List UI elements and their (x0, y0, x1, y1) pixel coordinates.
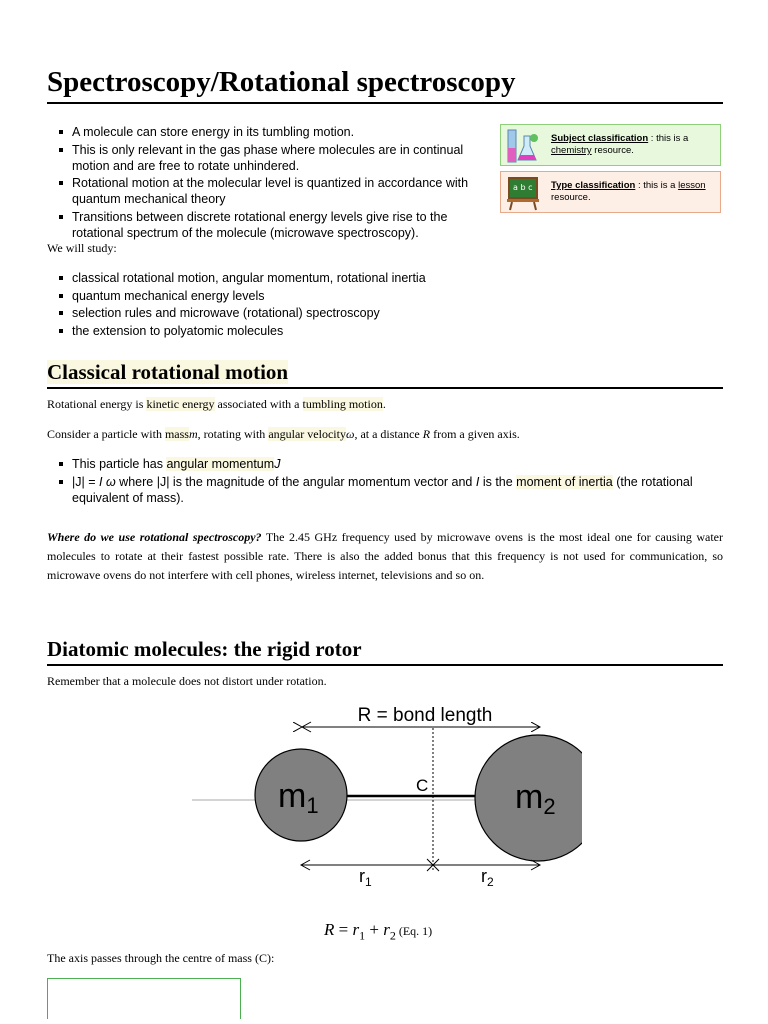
text: from a given axis. (430, 427, 520, 441)
text: Rotational energy is (47, 397, 147, 411)
eq-label: (Eq. 1) (395, 924, 433, 938)
symbol-omega: ω (102, 474, 116, 489)
eq-symbol: r (352, 920, 360, 939)
subject-classification-text (551, 133, 716, 157)
eq-operator: + (365, 920, 384, 939)
kinetic-energy-link[interactable]: kinetic energy (146, 397, 215, 411)
symbol-I: I (475, 474, 480, 489)
eq-symbol: r (383, 920, 390, 939)
section-heading-classical (47, 358, 723, 389)
bond-length-label: R = bond length (357, 705, 493, 726)
angular-momentum-link[interactable]: angular momentum (166, 457, 275, 471)
type-classification-link[interactable]: Type classification (551, 180, 636, 191)
intro-list (47, 124, 487, 242)
angular-velocity-link[interactable]: angular velocity (268, 427, 346, 441)
mass-link[interactable]: mass (164, 427, 189, 441)
m2-label: m2 (515, 778, 556, 819)
list-item: A molecule can store energy in its tumbling motion. (47, 124, 487, 140)
m1-label: m1 (278, 777, 319, 818)
subject-classification-box (500, 124, 721, 166)
symbol-omega: ω (345, 427, 355, 441)
list-item (47, 456, 723, 472)
list-item: Rotational motion at the molecular level is quantized in accordance with quantum mechanical theory (47, 175, 487, 207)
text: is the (479, 474, 517, 489)
rigid-rotor-diagram (192, 700, 582, 895)
list-item: classical rotational motion, angular momentum, rotational inertia (47, 270, 687, 286)
angular-momentum-list (47, 456, 723, 507)
r1-label: $r_1$ (359, 866, 372, 889)
equation-box (47, 978, 241, 1019)
list-item: quantum mechanical energy levels (47, 288, 687, 304)
particle-paragraph (47, 426, 520, 442)
study-intro: We will study: (47, 241, 117, 255)
chalkboard-icon (504, 175, 542, 211)
heading-text: Classical rotational motion (47, 360, 289, 384)
type-suffix: resource. (551, 192, 591, 203)
text: This particle has (72, 457, 167, 471)
text: Consider a particle with (47, 427, 165, 441)
symbol-R: R (422, 427, 431, 441)
section-heading-rigid-rotor: Diatomic molecules: the rigid rotor (47, 635, 723, 666)
center-of-mass-label: C (416, 776, 429, 795)
text: , rotating with (197, 427, 269, 441)
list-item: selection rules and microwave (rotational) spectroscopy (47, 305, 687, 321)
center-of-mass-paragraph: The axis passes through the centre of mass (C): (47, 951, 275, 965)
no-distortion-paragraph: Remember that a molecule does not distort under rotation. (47, 674, 327, 688)
chemistry-flask-icon (504, 128, 542, 164)
type-classification-text (551, 180, 716, 204)
lesson-link[interactable]: lesson (678, 180, 706, 191)
chemistry-link[interactable]: chemistry (551, 145, 592, 156)
symbol-m: m (188, 427, 198, 441)
question-text: Where do we use rotational spectroscopy? (47, 530, 262, 544)
equation-1 (324, 920, 432, 943)
text: The 2.45 GHz frequency used by microwave ovens is the most ideal one for causing water molecules to rotate at their fastest possible rate. There is also the added bonus that this frequency is not used for communication, so microwave ovens do not interfere with cell phones, wireless internet, televisions and so on. (47, 530, 723, 582)
svg-text:a b c: a b c (513, 183, 533, 192)
list-item: This is only relevant in the gas phase where molecules are in continual motion and are free to rotate unhindered. (47, 142, 487, 174)
text: where |J| is the magnitude of the angular momentum vector and (115, 474, 476, 489)
type-classification-box (500, 171, 721, 213)
eq-subscript: 1 (359, 928, 366, 943)
type-text: : this is a (637, 180, 676, 191)
eq-subscript: 2 (389, 928, 396, 943)
text: , at a distance (354, 427, 423, 441)
microwave-paragraph (47, 528, 723, 585)
text: associated with a (214, 397, 303, 411)
moment-of-inertia-link[interactable]: moment of inertia (516, 474, 613, 489)
subject-text: : this is a (650, 133, 689, 144)
list-item: the extension to polyatomic molecules (47, 323, 687, 339)
page-title: Spectroscopy/Rotational spectroscopy (47, 64, 723, 104)
rotational-energy-paragraph (47, 396, 386, 412)
text: . (382, 397, 386, 411)
eq-operator: = (334, 920, 353, 939)
symbol-I: I (99, 474, 103, 489)
text: |J| = (72, 474, 99, 489)
symbol-J: J (274, 457, 281, 471)
study-list (47, 270, 687, 340)
eq-symbol: R (324, 920, 335, 939)
subject-classification-link[interactable]: Subject classification (551, 133, 649, 144)
r2-label: $r_2$ (481, 866, 494, 889)
list-item (47, 474, 723, 506)
subject-suffix: resource. (594, 145, 634, 156)
tumbling-motion-link[interactable]: tumbling motion (302, 397, 383, 411)
list-item: Transitions between discrete rotational energy levels give rise to the rotational spectrum of the molecule (microwave spectroscopy). (47, 209, 487, 241)
text: (the rotational equivalent of mass). (72, 474, 693, 505)
